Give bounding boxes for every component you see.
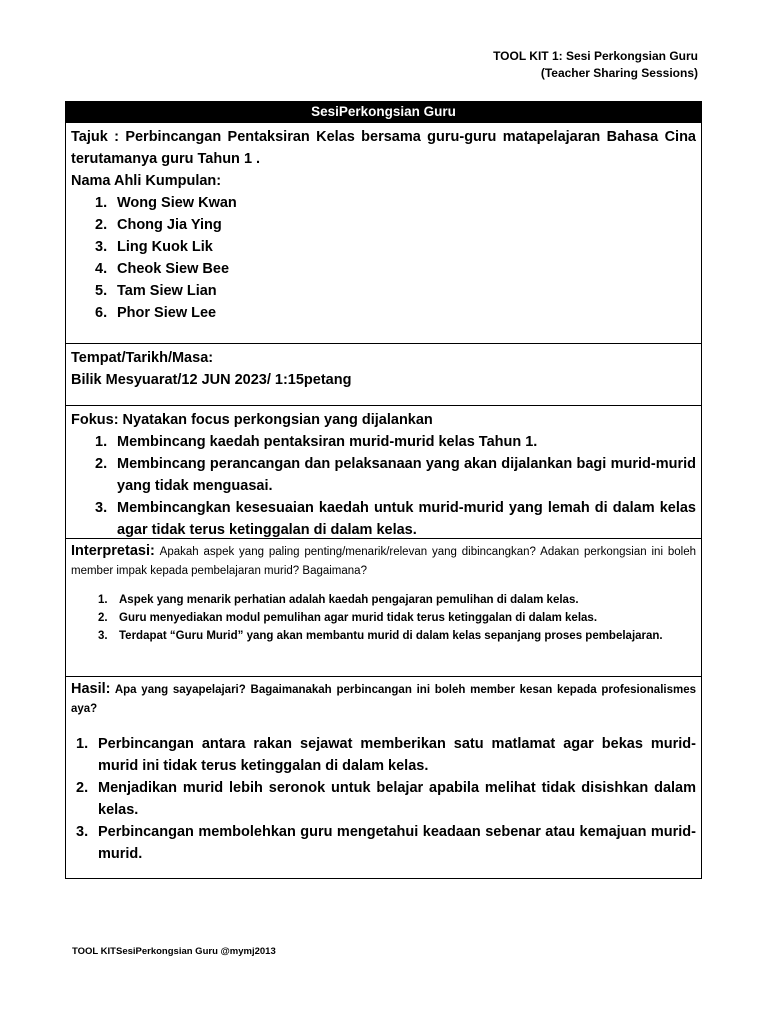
header-toolkit-subtitle: (Teacher Sharing Sessions): [540, 66, 698, 80]
page-footer: TOOL KITSesiPerkongsian Guru @mymj2013: [72, 946, 276, 957]
list-item: 2. Guru menyediakan modul pemulihan agar murid tidak terus ketinggalan di dalam kelas.: [98, 612, 598, 624]
row-fokus: [66, 405, 701, 538]
list-item: 1. Wong Siew Kwan: [95, 195, 237, 211]
list-item: 2. Menjadikan murid lebih seronok untuk belajar apabila melihat tidak disishkan dalam kelas.: [76, 780, 696, 818]
list-item: 6. Phor Siew Lee: [95, 305, 217, 321]
row-hasil: [66, 676, 701, 878]
row-tajuk: [66, 122, 701, 343]
interpretasi-list: [71, 591, 696, 645]
page-header: [493, 48, 698, 82]
list-item: 1. Aspek yang menarik perhatian adalah kaedah pengajaran pemulihan di dalam kelas.: [98, 594, 579, 606]
list-item: 3. Perbincangan membolehkan guru mengetahui keadaan sebenar atau kemajuan murid-murid.: [76, 824, 696, 862]
tempat-value: Bilik Mesyuarat/12 JUN 2023/ 1:15petang: [71, 372, 352, 388]
list-item: 1. Perbincangan antara rakan sejawat memberikan satu matlamat agar bekas murid-murid ini tidak terus ketinggalan di dalam kelas.: [76, 736, 696, 774]
fokus-label: Fokus: Nyatakan focus perkongsian yang dijalankan: [71, 412, 433, 428]
header-toolkit-title: TOOL KIT 1: Sesi Perkongsian Guru: [493, 49, 698, 63]
form-title: SesiPerkongsian Guru: [66, 102, 701, 122]
list-item: 3. Ling Kuok Lik: [95, 239, 213, 255]
row-interpretasi: [66, 538, 701, 676]
list-item: 3. Terdapat “Guru Murid” yang akan membantu murid di dalam kelas sepanjang proses pembelajaran.: [98, 630, 663, 642]
tempat-label: Tempat/Tarikh/Masa:: [71, 350, 214, 366]
fokus-list: [71, 431, 696, 541]
list-item: 5. Tam Siew Lian: [95, 283, 217, 299]
list-item: 4. Cheok Siew Bee: [95, 261, 230, 277]
interpretasi-question: Apakah aspek yang paling penting/menarik/relevan yang dibincangkan? Adakan perkongsian ini boleh member impak kepada pembelajaran murid? Bagaimana?: [71, 546, 696, 577]
list-item: 1. Membincang kaedah pentaksiran murid-murid kelas Tahun 1.: [95, 434, 538, 450]
sharing-session-form: [65, 101, 702, 879]
interpretasi-label: Interpretasi:: [71, 543, 155, 559]
list-item: 3. Membincangkan kesesuaian kaedah untuk murid-murid yang lemah di dalam kelas agar tidak terus ketinggalan di dalam kelas.: [95, 500, 696, 538]
row-tempat: [66, 343, 701, 405]
nama-ahli-label: Nama Ahli Kumpulan:: [71, 173, 222, 189]
hasil-question: Apa yang sayapelajari? Bagaimanakah perbincangan ini boleh member kesan kepada profesionalismes aya?: [71, 684, 696, 715]
interpretasi-prompt: [71, 542, 696, 581]
tajuk-text: Tajuk : Perbincangan Pentaksiran Kelas bersama guru-guru matapelajaran Bahasa Cina terutamanya guru Tahun 1 .: [71, 129, 696, 167]
hasil-prompt: [71, 680, 696, 719]
list-item: 2. Membincang perancangan dan pelaksanaan yang akan dijalankan bagi murid-murid yang tidak menguasai.: [95, 456, 696, 494]
hasil-label: Hasil:: [71, 681, 111, 697]
hasil-list: [71, 733, 696, 865]
list-item: 2. Chong Jia Ying: [95, 217, 222, 233]
member-list: [71, 192, 696, 324]
